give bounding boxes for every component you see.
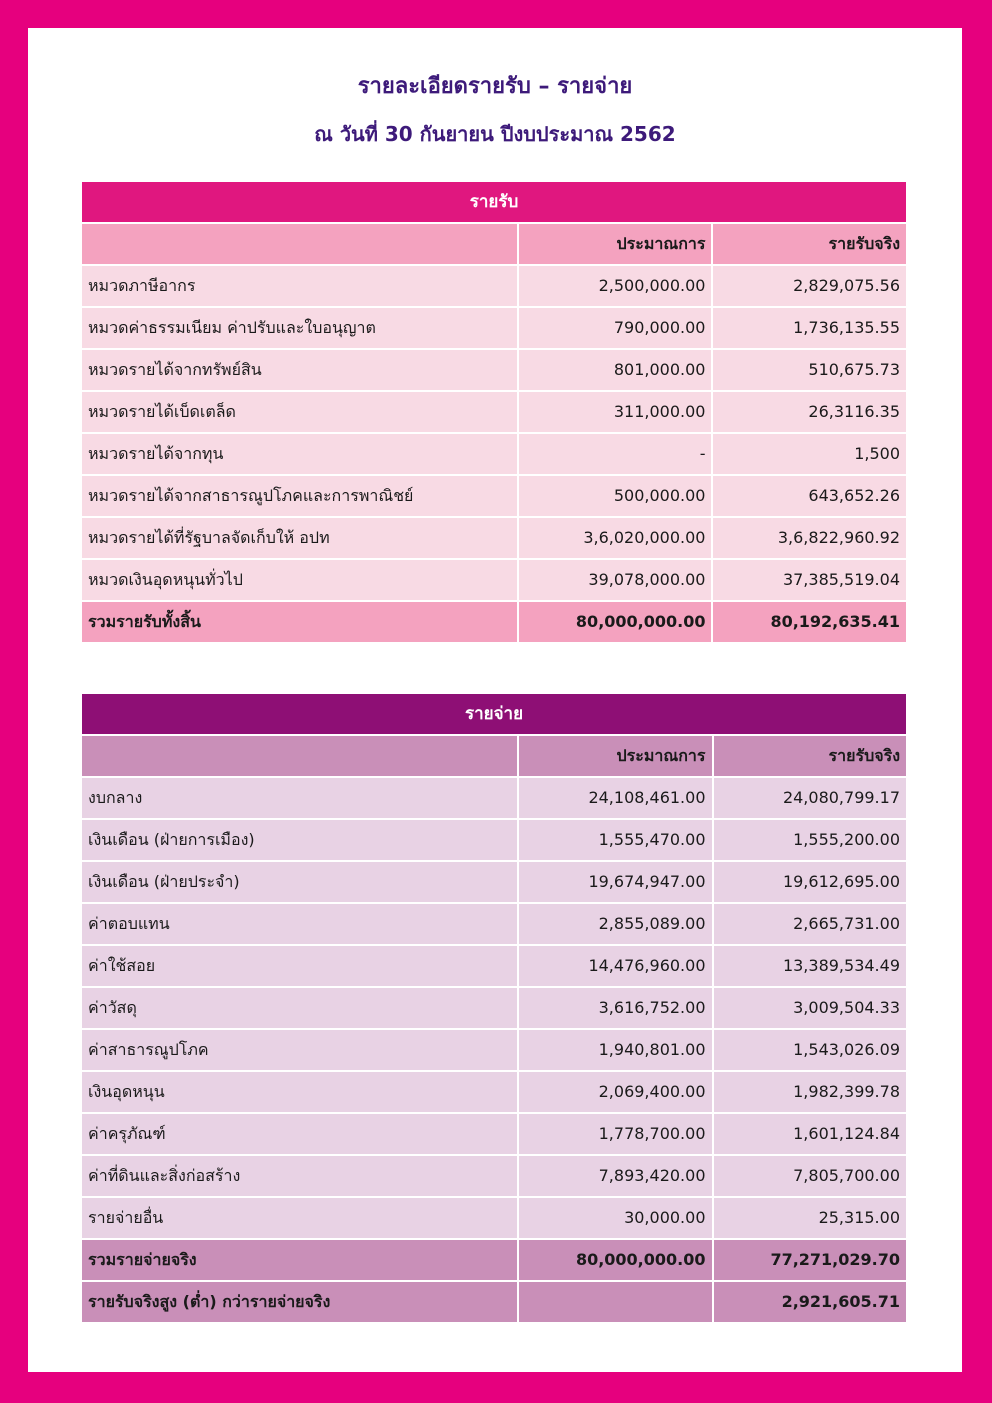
row-label: หมวดภาษีอากร [82, 266, 517, 306]
table-row [82, 1030, 906, 1070]
row-actual: 1,555,200.00 [714, 820, 907, 860]
row-actual: 13,389,534.49 [714, 946, 907, 986]
row-estimate: 2,069,400.00 [519, 1072, 711, 1112]
expense-table [80, 692, 908, 1324]
row-estimate: 2,500,000.00 [519, 266, 711, 306]
row-estimate: 14,476,960.00 [519, 946, 711, 986]
row-actual: 3,009,504.33 [714, 988, 907, 1028]
table-row [82, 266, 906, 306]
income-heading: รายรับ [82, 182, 906, 222]
table-row [82, 1156, 906, 1196]
row-estimate: 24,108,461.00 [519, 778, 711, 818]
row-label: หมวดเงินอุดหนุนทั่วไป [82, 560, 517, 600]
row-estimate: 3,616,752.00 [519, 988, 711, 1028]
total-estimate: 80,000,000.00 [519, 602, 711, 642]
row-actual: 1,543,026.09 [714, 1030, 907, 1070]
table-row [82, 350, 906, 390]
row-actual: 26,3116.35 [713, 392, 906, 432]
row-label: หมวดรายได้จากทรัพย์สิน [82, 350, 517, 390]
row-estimate: 19,674,947.00 [519, 862, 711, 902]
expense-heading: รายจ่าย [82, 694, 906, 734]
row-label: หมวดรายได้เบ็ดเตล็ด [82, 392, 517, 432]
total-actual: 80,192,635.41 [713, 602, 906, 642]
income-heading-row [82, 182, 906, 222]
row-actual: 1,736,135.55 [713, 308, 906, 348]
row-estimate: 39,078,000.00 [519, 560, 711, 600]
row-label: ค่าใช้สอย [82, 946, 517, 986]
balance-label: รายรับจริงสูง (ต่ำ) กว่ารายจ่ายจริง [82, 1282, 517, 1322]
expense-col-estimate: ประมาณการ [519, 736, 711, 776]
expense-col-actual: รายรับจริง [714, 736, 907, 776]
expense-heading-row [82, 694, 906, 734]
expense-header-blank [82, 736, 517, 776]
row-label: หมวดรายได้จากสาธารณูปโภคและการพาณิชย์ [82, 476, 517, 516]
table-row [82, 560, 906, 600]
row-actual: 2,829,075.56 [713, 266, 906, 306]
row-estimate: 1,940,801.00 [519, 1030, 711, 1070]
row-actual: 19,612,695.00 [714, 862, 907, 902]
page-title: รายละเอียดรายรับ – รายจ่าย [357, 74, 633, 99]
row-label: หมวดค่าธรรมเนียม ค่าปรับและใบอนุญาต [82, 308, 517, 348]
row-label: ค่าครุภัณฑ์ [82, 1114, 517, 1154]
row-label: รายจ่ายอื่น [82, 1198, 517, 1238]
table-row [82, 434, 906, 474]
row-actual: 2,665,731.00 [714, 904, 907, 944]
row-estimate: 3,6,020,000.00 [519, 518, 711, 558]
row-actual: 510,675.73 [713, 350, 906, 390]
table-row [82, 1114, 906, 1154]
expense-header-row [82, 736, 906, 776]
row-label: เงินอุดหนุน [82, 1072, 517, 1112]
income-total-row [82, 602, 906, 642]
table-row [82, 904, 906, 944]
row-estimate: 790,000.00 [519, 308, 711, 348]
row-estimate: 1,555,470.00 [519, 820, 711, 860]
table-row [82, 946, 906, 986]
row-estimate: - [519, 434, 711, 474]
row-estimate: 1,778,700.00 [519, 1114, 711, 1154]
row-label: เงินเดือน (ฝ่ายประจำ) [82, 862, 517, 902]
document-page [28, 28, 962, 1372]
total-actual: 77,271,029.70 [714, 1240, 907, 1280]
row-actual: 1,982,399.78 [714, 1072, 907, 1112]
table-row [82, 1198, 906, 1238]
expense-total-row [82, 1240, 906, 1280]
row-estimate: 30,000.00 [519, 1198, 711, 1238]
row-estimate: 801,000.00 [519, 350, 711, 390]
row-estimate: 2,855,089.00 [519, 904, 711, 944]
income-header-row [82, 224, 906, 264]
balance-estimate [519, 1282, 711, 1322]
table-row [82, 1072, 906, 1112]
total-label: รวมรายจ่ายจริง [82, 1240, 517, 1280]
row-actual: 25,315.00 [714, 1198, 907, 1238]
income-header-blank [82, 224, 517, 264]
row-estimate: 500,000.00 [519, 476, 711, 516]
table-row [82, 862, 906, 902]
total-estimate: 80,000,000.00 [519, 1240, 711, 1280]
row-estimate: 7,893,420.00 [519, 1156, 711, 1196]
row-label: ค่าวัสดุ [82, 988, 517, 1028]
table-row [82, 820, 906, 860]
balance-actual: 2,921,605.71 [714, 1282, 907, 1322]
row-label: หมวดรายได้จากทุน [82, 434, 517, 474]
row-actual: 643,652.26 [713, 476, 906, 516]
row-actual: 37,385,519.04 [713, 560, 906, 600]
balance-row [82, 1282, 906, 1322]
table-row [82, 392, 906, 432]
row-label: ค่าตอบแทน [82, 904, 517, 944]
table-row [82, 518, 906, 558]
income-col-actual: รายรับจริง [713, 224, 906, 264]
table-row [82, 988, 906, 1028]
income-col-estimate: ประมาณการ [519, 224, 711, 264]
table-row [82, 476, 906, 516]
row-label: หมวดรายได้ที่รัฐบาลจัดเก็บให้ อปท [82, 518, 517, 558]
row-actual: 1,601,124.84 [714, 1114, 907, 1154]
row-label: เงินเดือน (ฝ่ายการเมือง) [82, 820, 517, 860]
row-actual: 1,500 [713, 434, 906, 474]
row-label: ค่าที่ดินและสิ่งก่อสร้าง [82, 1156, 517, 1196]
row-label: ค่าสาธารณูปโภค [82, 1030, 517, 1070]
table-row [82, 778, 906, 818]
table-row [82, 308, 906, 348]
row-label: งบกลาง [82, 778, 517, 818]
income-table [80, 180, 908, 644]
row-actual: 24,080,799.17 [714, 778, 907, 818]
total-label: รวมรายรับทั้งสิ้น [82, 602, 517, 642]
page-subtitle: ณ วันที่ 30 กันยายน ปีงบประมาณ 2562 [314, 122, 676, 146]
row-actual: 7,805,700.00 [714, 1156, 907, 1196]
row-estimate: 311,000.00 [519, 392, 711, 432]
row-actual: 3,6,822,960.92 [713, 518, 906, 558]
